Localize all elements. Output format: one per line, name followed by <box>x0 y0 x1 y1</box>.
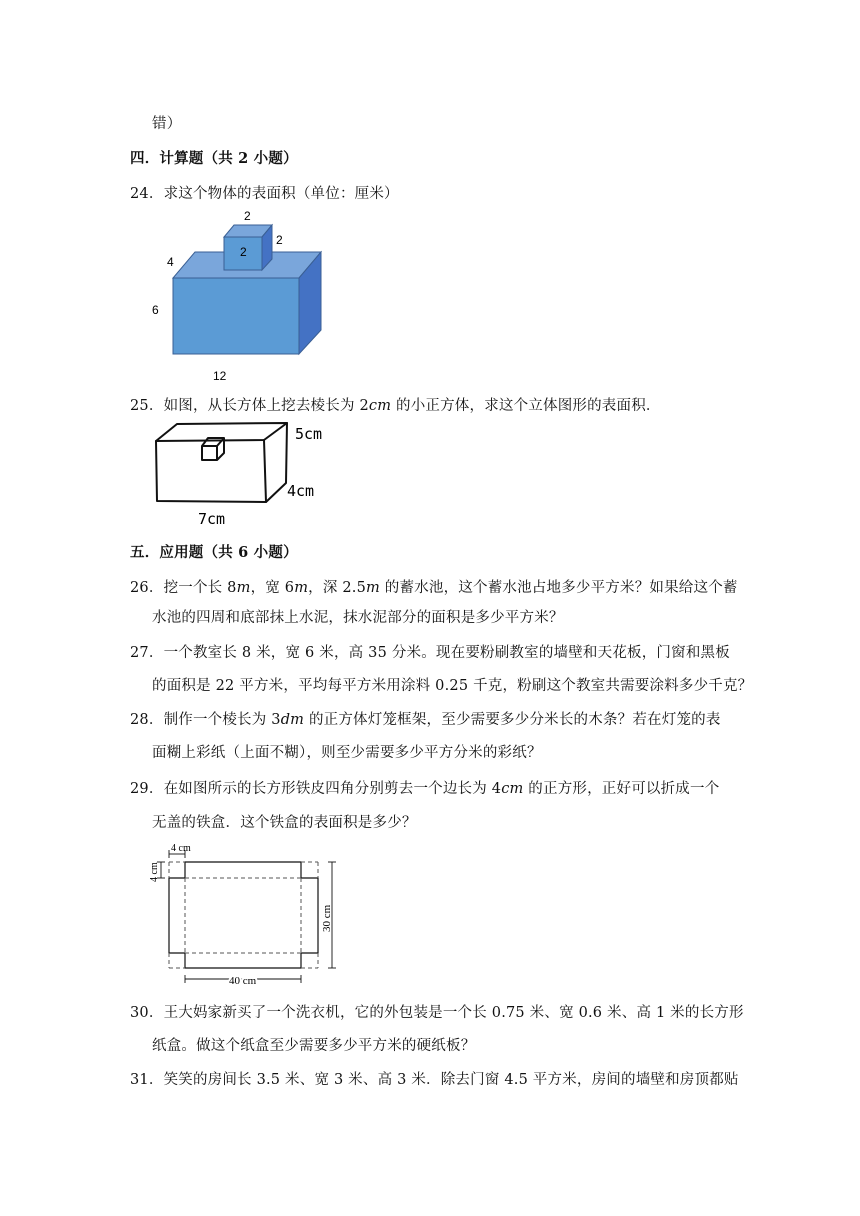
question-text: 求这个物体的表面积（单位：厘米） <box>163 186 399 202</box>
figure-25-cuboid-with-hole <box>150 418 350 533</box>
question-29-line-2: 无盖的铁盒．这个铁盒的表面积是多少？ <box>152 815 417 831</box>
label-length: 12 <box>213 369 227 383</box>
label-cube-right: 2 <box>276 233 283 247</box>
text-part: 在如图所示的长方形铁皮四角分别剪去一个边长为 4 <box>163 781 502 797</box>
section-heading-calculation: 四．计算题（共 2 小题） <box>130 150 298 167</box>
question-30-line-2: 纸盒。做这个纸盒至少需要多少平方米的硬纸板？ <box>152 1038 476 1054</box>
section-heading-application: 五．应用题（共 6 小题） <box>130 544 298 561</box>
question-text-post: 的小正方体，求这个立体图形的表面积． <box>391 398 661 414</box>
text-part: 挖一个长 8 <box>163 580 237 596</box>
label-width: 4cm <box>287 482 315 500</box>
text-part: 制作一个棱长为 3 <box>163 712 281 728</box>
question-27-line-2: 的面积是 22 平方米，平均每平方米用涂料 0.25 千克，粉刷这个教室共需要涂料多少千克？ <box>152 678 753 694</box>
question-28 <box>130 708 721 729</box>
question-26-line-2: 水池的四周和底部抹上水泥，抹水泥部分的面积是多少平方米？ <box>152 610 564 626</box>
question-number: 27． <box>130 645 164 661</box>
label-cube-top: 2 <box>244 209 251 223</box>
text-part: 的蓄水池，这个蓄水池占地多少平方米？如果给这个蓄 <box>379 580 738 596</box>
question-24 <box>130 182 399 203</box>
label-height: 30 cm <box>321 904 333 932</box>
question-number: 26． <box>130 580 164 596</box>
hand-front-face <box>156 440 266 502</box>
question-30 <box>130 1001 744 1022</box>
question-number: 31． <box>130 1072 164 1088</box>
question-text: 一个教室长 8 米，宽 6 米，高 35 分米。现在要粉刷教室的墙壁和天花板，门窗和黑板 <box>163 645 730 661</box>
unit-m: m <box>294 580 309 596</box>
previous-question-tail: 错） <box>152 116 182 132</box>
question-31 <box>130 1068 739 1089</box>
label-cube-front: 2 <box>240 245 247 259</box>
unit-m: m <box>366 580 380 596</box>
question-number: 28． <box>130 712 164 728</box>
unit-dm: dm <box>280 712 305 728</box>
label-depth: 4 <box>167 255 174 269</box>
text-part: 的正方体灯笼框架，至少需要多少分米长的木条？若在灯笼的表 <box>304 712 721 728</box>
question-25 <box>130 394 661 415</box>
label-height: 6 <box>152 303 159 317</box>
question-number: 25． <box>130 398 164 414</box>
question-26 <box>130 576 738 597</box>
question-29 <box>130 777 719 798</box>
unit-cm: cm <box>501 781 524 797</box>
question-text: 笑笑的房间长 3.5 米、宽 3 米、高 3 米．除去门窗 4.5 平方米，房间的墙壁和房顶都贴 <box>163 1072 739 1088</box>
question-27 <box>130 641 730 662</box>
label-corner-width: 4 cm <box>171 843 191 854</box>
label-height: 5cm <box>295 425 323 443</box>
text-part: 的正方形，正好可以折成一个 <box>523 781 720 797</box>
figure-24-cuboid-with-cube <box>140 203 340 383</box>
text-part: ，宽 6 <box>250 580 295 596</box>
question-number: 30． <box>130 1005 164 1021</box>
question-text: 王大妈家新买了一个洗衣机，它的外包装是一个长 0.75 米、宽 0.6 米、高 1 米的长方形 <box>163 1005 744 1021</box>
question-number: 29． <box>130 781 164 797</box>
unit-cm: cm <box>368 398 392 414</box>
fold-lines <box>169 862 318 968</box>
figure-29-sheet-with-corners <box>148 840 348 990</box>
hand-side-face <box>266 423 287 502</box>
label-length: 7cm <box>198 510 226 528</box>
question-28-line-2: 面糊上彩纸（上面不糊），则至少需要多少平方分米的彩纸？ <box>152 745 542 761</box>
question-text-pre: 如图，从长方体上挖去棱长为 2 <box>163 398 369 414</box>
question-number: 24． <box>130 186 164 202</box>
text-part: ，深 2.5 <box>308 580 367 596</box>
unit-m: m <box>236 580 251 596</box>
label-corner-height: 4 cm <box>149 862 160 882</box>
label-width: 40 cm <box>229 975 257 987</box>
cuboid-front-face <box>173 278 299 354</box>
